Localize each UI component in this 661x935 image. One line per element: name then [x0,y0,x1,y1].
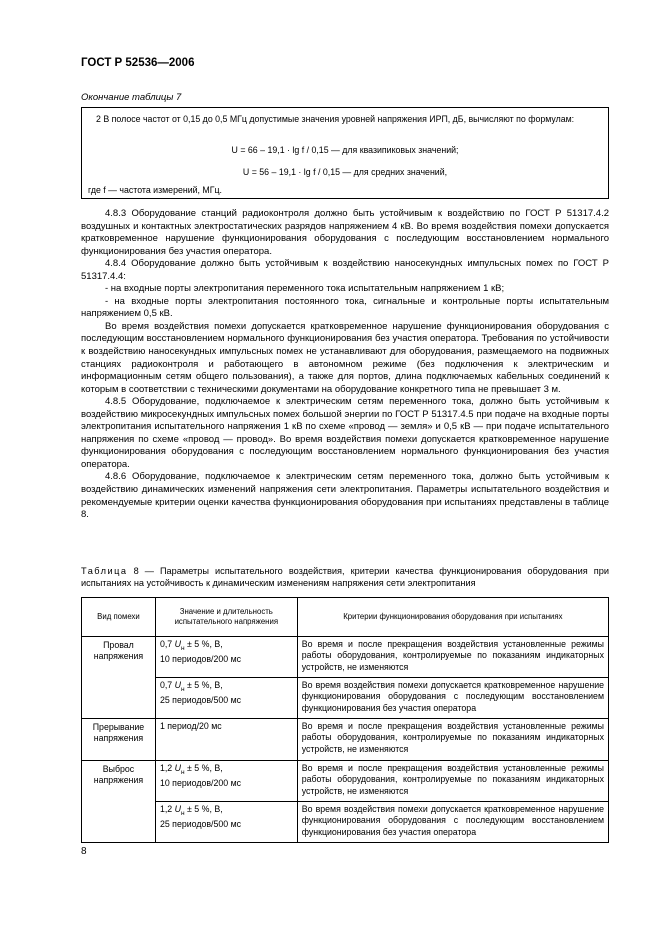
paragraph-4-8-3: 4.8.3 Оборудование станций радиоконтроля должно быть устойчивым к воздействию по ГОСТ Р 51317.4.2 воздушных и контактных электростатических разрядов напряжением 4 кВ. Во время воздействия помехи допускается кратковременное нарушение функционирования оборудования с последующим восстановлением нормального функционирования без участия оператора. [81,208,609,257]
formula-quasi-peak: U = 66 – 19,1 · lg f / 0,15 — для квазипиковых значений; [231,145,459,155]
table8-caption-label: Таблица [81,566,128,576]
value-cell: 1,2 $U_н \pm 5$ %, В, 10 периодов/200 мс [155,761,297,802]
criteria-cell: Во время и после прекращения воздействия установленные режимы работы оборудования, контролируемые по показаниям индикаторных устройств, не изменяются [297,719,608,761]
formula-average: U = 56 – 19,1 · lg f / 0,15 — для средних значений, [242,167,448,177]
paragraph-4-8-6: 4.8.6 Оборудование, подключаемое к электрическим сетям переменного тока, должно быть устойчивым к воздействию динамических изменений напряжения сети электропитания. Параметры испытательного воздействия и рекомендуемые критерии оценки качества функционирования оборудования при испытаниях представлены в таблице 8. [81,471,609,521]
note-text: 2 В полосе частот от 0,15 до 0,5 МГц допустимые значения уровней напряжения ИРП, дБ, вычисляют по формулам: [96,114,575,124]
list-item-dc-ports: - на входные порты электропитания постоянного тока, сигнальные и контрольные порты испытательным напряжением 0,5 кВ. [81,295,609,320]
header-criteria: Критерии функционирования оборудования при испытаниях [297,598,608,637]
type-cell: Прерывание напряжения [82,719,156,761]
body-text [81,208,609,522]
value-cell: 0,7 $U_н \pm 5$ %, В, 25 периодов/500 мс [155,678,297,719]
table-row [82,761,609,802]
duration: 25 периодов/500 мс [159,695,242,706]
value-cell: 1,2 $U_н \pm 5$ %, В, 25 периодов/500 мс [155,802,297,843]
type-cell: Провал напряжения [82,637,156,719]
value-cell: 0,7 $U_н \pm 5$ %, В, 10 периодов/200 мс [155,637,297,678]
value-cell: 1 период/20 мс [155,719,297,761]
table-row [82,802,609,843]
standard-header: ГОСТ Р 52536—2006 [81,57,195,69]
duration: 10 периодов/200 мс [159,778,242,789]
table-row [82,678,609,719]
continuation-label: Окончание таблицы 7 [81,92,182,103]
table-row [82,719,609,761]
table8-caption [81,565,609,590]
paragraph-4-8-5: 4.8.5 Оборудование, подключаемое к электрическим сетям переменного тока, должно быть устойчивым к воздействию микросекундных импульсных помех большой энергии по ГОСТ Р 51317.4.5 при подаче на входные порты электропитания испытательного напряжения 1 кВ по схеме «провод — земля» и 0,5 кВ — при подаче испытательного напряжения по схеме «провод — провод». Во время воздействия помехи допускается кратковременное нарушение функционирования оборудования с последующим восстановлением нормального функционирования без участия оператора. [81,396,609,470]
criteria-cell: Во время и после прекращения воздействия установленные режимы работы оборудования, контролируемые по показаниям индикаторных устройств, не изменяются [297,761,608,802]
criteria-cell: Во время воздействия помехи допускается кратковременное нарушение функционирования оборудования с последующим восстановлением функционирования без участия оператора [297,678,608,719]
table7-note-box [81,107,609,199]
header-value: Значение и длительность испытательного напряжения [155,598,297,637]
table8-caption-text: 8 — Параметры испытательного воздействия, критерии качества функционирования оборудования при испытаниях на устойчивость к динамическим изменениям напряжения сети электропитания [81,566,609,589]
paragraph-4-8-4: 4.8.4 Оборудование должно быть устойчивым к воздействию наносекундных импульсных помех по ГОСТ Р 51317.4.4: [81,258,609,282]
header-type: Вид помехи [82,598,156,637]
page-number: 8 [81,846,87,857]
table-header-row [82,598,609,637]
duration: 10 периодов/200 мс [159,654,242,665]
criteria-cell: Во время воздействия помехи допускается кратковременное нарушение функционирования оборудования с последующим восстановлением функционирования без участия оператора [297,802,608,843]
table8 [81,597,609,843]
type-cell: Выброс напряжения [82,761,156,843]
list-item-ac-ports: - на входные порты электропитания переменного тока испытательным напряжением 1 кВ; [105,283,505,295]
duration: 25 периодов/500 мс [159,819,242,830]
table-row [82,637,609,678]
note-where: где f — частота измерений, МГц. [88,185,223,195]
paragraph-interference: Во время воздействия помехи допускается кратковременное нарушение функционирования оборудования с последующим восстановлением нормального функционирования без участия оператора. Требования по устойчивости к воздействию наносекундных импульсных помех не устанавливают для оборудования, размещаемого на подвижных станциях радиоконтроля и работающего в автономном режиме (без подключения к электрическим и информационным сетям общего пользования), а также для портов, длина подключаемых кабельных соединений к которым в соответствии с техническими документами на оборудование конкретного типа не превышает 3 м. [81,320,609,395]
criteria-cell: Во время и после прекращения воздействия установленные режимы работы оборудования, контролируемые по показаниям индикаторных устройств, не изменяются [297,637,608,678]
